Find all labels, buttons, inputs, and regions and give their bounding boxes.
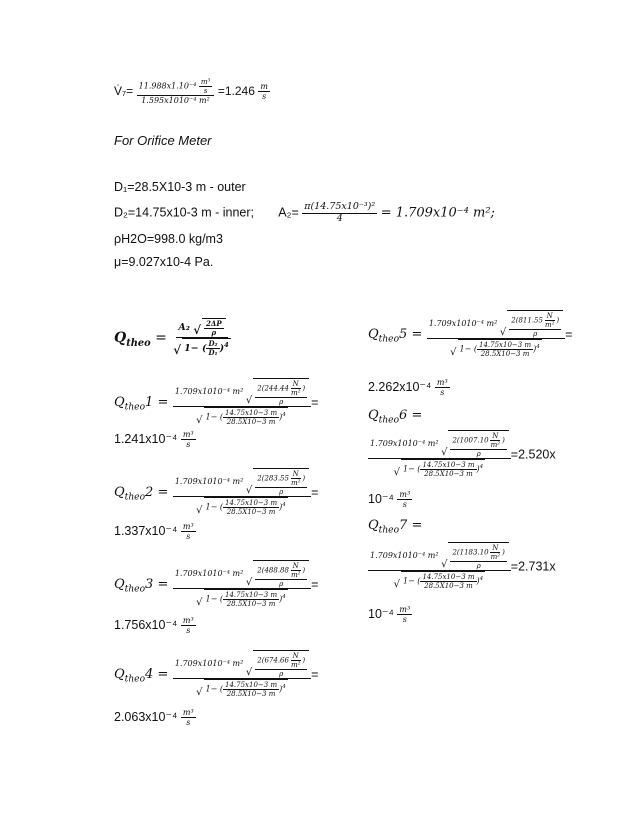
q3-dp: 2(488.88 (257, 566, 289, 575)
param-d1: D₁=28.5X10-3 m - outer (114, 180, 246, 194)
q5-result-value: 2.262x10⁻⁴ (368, 379, 432, 394)
q6-result: 10⁻⁴ $\frac{\text{m³}}{s}$ (368, 490, 411, 510)
q3-result: 1.756x10⁻⁴ $\frac{\text{m³}}{s}$ (114, 616, 194, 636)
v7-fraction (137, 78, 215, 105)
param-a2-result: = 1.709x10⁻⁴ m²; (380, 205, 495, 221)
q5-dp: 2(811.55 (511, 316, 543, 325)
v7-denominator: 1.595x1010⁻⁴ (141, 96, 197, 106)
q7-result-value: =2.731x (510, 559, 556, 574)
q5-equation: $Q_{theo}5$ = 1.709x1010⁻⁴ m² √ 2(811.55 $\frac{N}{\text{m²}}$ ) ρ √ 1− ( $\frac{14.75x10-3 m}{28.5X10-3 m}$ )$^4$ = (368, 312, 573, 359)
general-eq: = (155, 329, 167, 346)
param-d2-text: D₂=14.75x10-3 m - inner; (114, 205, 254, 220)
q4-fraction: 1.709x1010⁻⁴ m² √ 2(674.66 $\frac{N}{\text{m²}}$ ) ρ √ 1− ( $\frac{14.75x10-3 m}{28.5X10-3 m}$ )$^4$ (173, 650, 311, 698)
q3-result-value: 1.756x10⁻⁴ (114, 617, 178, 632)
q4-index: 4 (145, 667, 154, 683)
v7-num-unit-den: s (203, 87, 208, 96)
general-q-sub: theo (126, 337, 151, 349)
q1-result: 1.241x10⁻⁴ $\frac{\text{m³}}{s}$ (114, 430, 194, 450)
general-q: Q (114, 329, 127, 346)
q4-result: 2.063x10⁻⁴ $\frac{\text{m³}}{s}$ (114, 708, 194, 728)
q7-result: 10⁻⁴ $\frac{\text{m³}}{s}$ (368, 605, 411, 625)
q6-index: 6 (399, 408, 408, 423)
q2-dp: 2(283.55 (257, 474, 289, 483)
v7-result: =1.246 (217, 83, 255, 98)
q5-result: 2.262x10⁻⁴ $\frac{\text{m³}}{s}$ (368, 378, 448, 398)
q3-fraction: 1.709x1010⁻⁴ m² √ 2(488.88 $\frac{N}{\text{m²}}$ ) ρ √ 1− ( $\frac{14.75x10-3 m}{28.5X10-3 m}$ )$^4$ (173, 560, 311, 608)
param-a2-fraction: $\frac{\text{π(14.75x10⁻³)²}}{4}$ (304, 201, 376, 224)
param-d2 (114, 202, 495, 225)
q7-equation (368, 542, 556, 590)
q2-index: 2 (145, 485, 154, 501)
v7-den-unit: m² (198, 96, 210, 106)
q1-dp: 2(244.44 (257, 384, 289, 393)
q7-label: $Q_{theo}7$ = (368, 518, 423, 536)
q2-result-value: 1.337x10⁻⁴ (114, 523, 178, 538)
q1-fraction: 1.709x1010⁻⁴ m² √ 2(244.44 $\frac{N}{\text{m²}}$ ) ρ √ 1− ( $\frac{14.75x10-3 m}{28.5X10-3 m}$ )$^4$ (173, 378, 311, 426)
orifice-heading: For Orifice Meter (114, 133, 212, 148)
q6-label: $Q_{theo}6$ = (368, 408, 423, 426)
v7-numerator: 11.988x1.10⁻⁴ (138, 81, 197, 91)
q1-index: 1 (145, 395, 154, 411)
q6-result-value: =2.520x (510, 447, 556, 462)
v7-equation (114, 78, 270, 105)
q7-index: 7 (399, 518, 408, 533)
q4-dp: 2(674.66 (257, 656, 289, 665)
q7-fraction: 1.709x1010⁻⁴ m² √ 2(1183.10 $\frac{N}{\text{m²}}$ ) ρ √ 1− ( $\frac{14.75x10-3 m}{28.5X10-3 m}$ )$^4$ (368, 542, 511, 590)
q5-fraction: 1.709x1010⁻⁴ m² √ 2(811.55 $\frac{N}{\text{m²}}$ ) ρ √ 1− ( $\frac{14.75x10-3 m}{28.5X10-3 m}$ )$^4$ (427, 310, 565, 358)
q1-equation: $Q_{theo}1$ = 1.709x1010⁻⁴ m² √ 2(244.44 $\frac{N}{\text{m²}}$ ) ρ √ 1− ( $\frac{14.75x10-3 m}{28.5X10-3 m}$ )$^4$ = (114, 380, 319, 427)
q3-index: 3 (145, 577, 154, 593)
q4-result-value: 2.063x10⁻⁴ (114, 709, 178, 724)
v7-lhs: V̇₇= (114, 83, 134, 98)
q2-result: 1.337x10⁻⁴ $\frac{\text{m³}}{s}$ (114, 522, 194, 542)
param-mu: μ=9.027x10-4 Pa. (114, 255, 214, 269)
param-rho: ρH2O=998.0 kg/m3 (114, 232, 223, 246)
q3-equation: $Q_{theo}3$ = 1.709x1010⁻⁴ m² √ 2(488.88 $\frac{N}{\text{m²}}$ ) ρ √ 1− ( $\frac{14.75x10-3 m}{28.5X10-3 m}$ )$^4$ = (114, 562, 319, 609)
q6-fraction: 1.709x1010⁻⁴ m² √ 2(1007.10 $\frac{N}{\text{m²}}$ ) ρ √ 1− ( $\frac{14.75x10-3 m}{28.5X10-3 m}$ )$^4$ (368, 430, 511, 478)
q5-index: 5 (399, 327, 408, 343)
q6-dp: 2(1007.10 (452, 436, 489, 445)
q2-equation: $Q_{theo}2$ = 1.709x1010⁻⁴ m² √ 2(283.55 $\frac{N}{\text{m²}}$ ) ρ √ 1− ( $\frac{14.75x10-3 m}{28.5X10-3 m}$ )$^4$ = (114, 470, 319, 517)
q2-fraction: 1.709x1010⁻⁴ m² √ 2(283.55 $\frac{N}{\text{m²}}$ ) ρ √ 1− ( $\frac{14.75x10-3 m}{28.5X10-3 m}$ )$^4$ (173, 468, 311, 516)
param-a2-lhs: A₂= (278, 205, 299, 220)
v7-num-unit: m³ (200, 78, 211, 86)
q4-equation: $Q_{theo}4$ = 1.709x1010⁻⁴ m² √ 2(674.66 $\frac{N}{\text{m²}}$ ) ρ √ 1− ( $\frac{14.75x10-3 m}{28.5X10-3 m}$ )$^4$ = (114, 652, 319, 699)
q7-dp: 2(1183.10 (452, 548, 489, 557)
general-fraction: A₂ √ $\frac{2\Delta P}{\rho}$ √ 1− ( $\frac{\text{D₂}}{\text{D₁}}$ )$^4$ (173, 319, 229, 358)
general-formula (114, 318, 233, 357)
q1-result-value: 1.241x10⁻⁴ (114, 431, 178, 446)
v7-result-unit: $\frac{m}{s}$ (260, 81, 268, 102)
q6-equation (368, 430, 556, 478)
